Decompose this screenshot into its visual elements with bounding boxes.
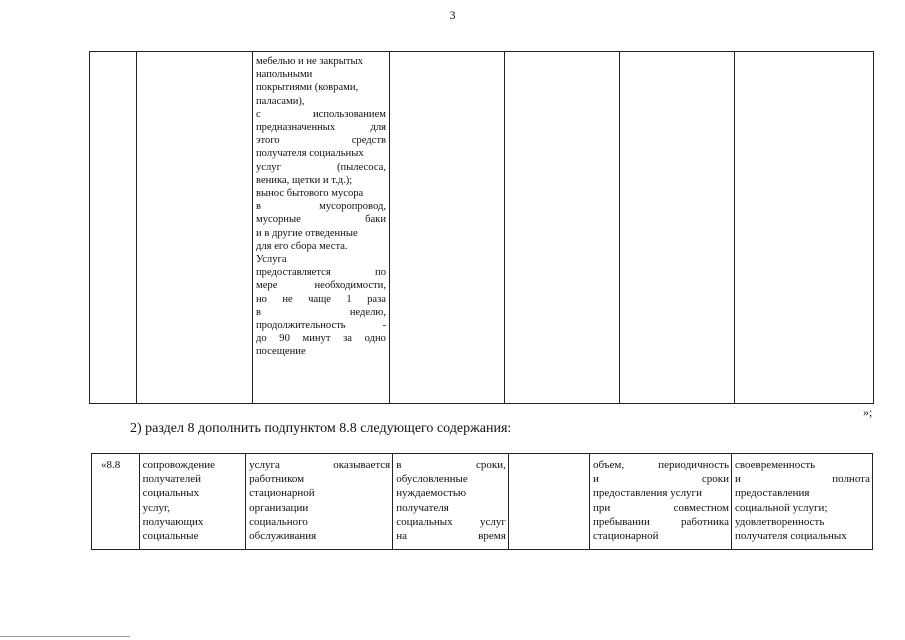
text-line: получающих [142, 515, 204, 528]
text-line: напольными [256, 69, 313, 81]
text-line: на время [396, 530, 506, 543]
table-cell-terms [390, 52, 505, 404]
text-line: но не чаще 1 раза [256, 293, 386, 305]
text-line: обусловленные [396, 473, 468, 486]
text-line: при совместном [592, 501, 729, 514]
text-line: получателей [142, 473, 201, 486]
table-cell-volume [620, 52, 735, 404]
table-cell-description [253, 52, 390, 404]
text-line: организации [249, 501, 309, 514]
table-cell-service [246, 454, 393, 550]
text-line: работником [249, 473, 305, 486]
text-line: сопровождение [142, 459, 216, 471]
text-line: услуг, [142, 501, 171, 514]
table-cell-quality [735, 52, 874, 404]
text-line: стационарной [592, 530, 659, 543]
text-line: и в другие отведенные [256, 227, 358, 239]
text-line: посещение [256, 346, 306, 358]
table-cell-number [90, 52, 137, 404]
text-line: этого средств [256, 135, 386, 147]
text-line: вынос бытового мусора [256, 188, 364, 200]
text-line: предоставления услуги [592, 487, 702, 500]
text-line: паласами), [256, 95, 305, 107]
table-cell-quality [731, 454, 872, 550]
text-line: и сроки [592, 473, 729, 486]
text-line: в неделю, [256, 306, 386, 318]
text-line: мебелью и не закрытых [256, 56, 363, 67]
text-line: предоставления [734, 487, 810, 500]
table-cell-recipients [139, 454, 246, 550]
text-line: объем, периодичность [592, 459, 729, 471]
text-line: с использованием [256, 108, 386, 120]
text-line: «8.8 [101, 459, 121, 471]
table-cell-volume [589, 454, 731, 550]
text-line: получателя [396, 501, 449, 514]
text-line: получателя социальных [734, 530, 847, 543]
text-line: удовлетворенность [734, 515, 825, 528]
closing-quote: »; [863, 405, 873, 419]
text-line: услуг (пылесоса, [256, 161, 386, 173]
text-line: веника, щетки и т.д.); [256, 174, 353, 186]
text-line: услуга оказывается [249, 459, 391, 471]
table-cell-empty [508, 454, 589, 550]
text-line: пребывании работника [592, 515, 729, 528]
text-line: для его сбора места. [256, 240, 348, 252]
text-line: социальные [142, 530, 199, 543]
text-line: предоставляется по [256, 267, 386, 279]
text-line: в сроки, [396, 459, 506, 471]
text-line: покрытиями (коврами, [256, 82, 359, 94]
text-line: до 90 минут за одно [256, 333, 386, 345]
text-line: и полнота [734, 473, 870, 486]
text-line: социальных [142, 487, 200, 500]
text-line: социального [249, 515, 308, 528]
text-line: обслуживания [249, 530, 317, 543]
text-line: мусорные баки [256, 214, 386, 226]
text-line: своевременность [734, 459, 816, 471]
table-cell-tariff [505, 52, 620, 404]
table-row [92, 454, 873, 550]
text-line: Услуга [256, 254, 287, 266]
page-number: 3 [449, 8, 456, 22]
services-table-continued [89, 51, 874, 404]
services-table-new-row [91, 453, 873, 550]
text-line: социальной услуги; [734, 501, 828, 514]
table-cell-terms [393, 454, 509, 550]
text-line: в мусоропровод, [256, 201, 386, 213]
table-row [90, 52, 874, 404]
text-line: стационарной [249, 487, 315, 500]
text-line: нуждаемостью [396, 487, 467, 500]
text-line: получателя социальных [256, 148, 364, 160]
text-line: мере необходимости, [256, 280, 386, 292]
text-line: предназначенных для [256, 122, 386, 134]
footer-rule [0, 636, 130, 637]
table-cell-name [137, 52, 253, 404]
text-line: социальных услуг [396, 515, 506, 528]
amendment-paragraph: 2) раздел 8 дополнить подпунктом 8.8 следующего содержания: [130, 421, 512, 436]
table-cell-number [92, 454, 140, 550]
text-line: продолжительность - [256, 320, 386, 332]
